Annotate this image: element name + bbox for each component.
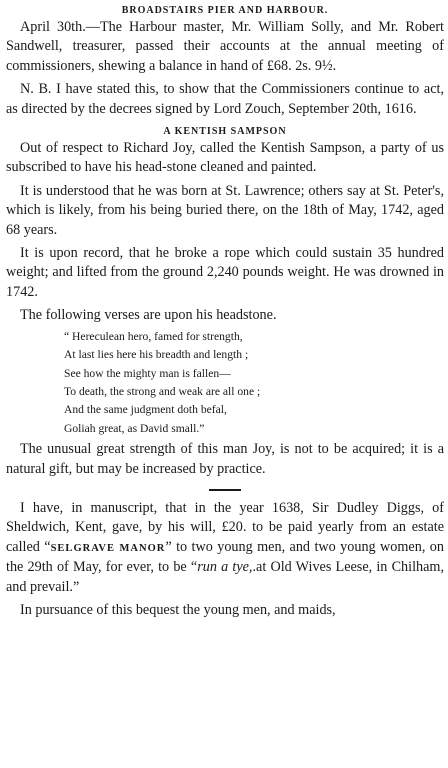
- run-a-tye-phrase: run a tye,: [197, 559, 253, 576]
- verse-line: “ Hereculean hero, famed for strength,: [64, 329, 243, 343]
- paragraph-birthplace: It is understood that he was born at St. Lawrence; others say at St. Peter's, which is likely, from his being buried there, on the 18th of May, 1742, aged 68 years.: [6, 182, 444, 238]
- diggs-text-part: I have, in manuscript, that in the year 1638, Sir Dudley Diggs, of Sheldwich, Kent, gave, by his will, £20. to be paid yearly from an estate called “: [6, 499, 444, 555]
- paragraph-richard-joy: Out of respect to Richard Joy, called the Kentish Sampson, a party of us subscribed to have his head-stone cleaned and painted.: [6, 140, 444, 176]
- verse-line: At last lies here his breadth and length ;: [64, 348, 249, 362]
- verse-line: And the same judgment doth befal,: [64, 403, 227, 417]
- selgrave-manor-name: SELGRAVE MANOR: [50, 542, 166, 554]
- document-page: [6, 4, 444, 620]
- headstone-verse: [64, 328, 444, 438]
- paragraph-harbour-accounts: April 30th.—The Harbour master, Mr. William Solly, and Mr. Robert Sandwell, treasurer, passed their accounts at the annual meeting of commissioners, shewing a balance in hand of £68. 2s. 9½.: [6, 19, 444, 74]
- verse-line: See how the mighty man is fallen—: [64, 366, 231, 380]
- verse-line: Goliah great, as David small.”: [64, 421, 205, 435]
- diggs-text-part: ” to two young men, and two young women, on the 29th of May, for ever, to be “: [6, 538, 444, 576]
- verse-line: To death, the strong and weak are all one ;: [64, 384, 261, 398]
- section-heading-broadstairs: BROADSTAIRS PIER AND HARBOUR.: [121, 5, 329, 16]
- paragraph-dudley-diggs: [6, 499, 444, 597]
- paragraph-verses-intro: The following verses are upon his headstone.: [20, 307, 277, 324]
- paragraph-strength-record: It is upon record, that he broke a rope which could sustain 35 hundred weight; and lifted from the ground 2,240 pounds weight. He was drowned in 1742.: [6, 245, 444, 300]
- diggs-text-part: .at Old Wives Leese, in Chilham, and prevail.”: [6, 559, 445, 595]
- section-heading-kentish-sampson: A KENTISH SAMPSON: [163, 126, 287, 138]
- paragraph-natural-gift: The unusual great strength of this man Joy, is not to be acquired; it is a natural gift, but may be increased by practice.: [6, 441, 444, 477]
- paragraph-bequest-pursuance: In pursuance of this bequest the young men, and maids,: [20, 601, 336, 618]
- paragraph-nota-bene: N. B. I have stated this, to show that the Commissioners continue to act, as directed by the decrees signed by Lord Zouch, September 20th, 1616.: [6, 81, 444, 117]
- section-divider: [209, 489, 241, 491]
